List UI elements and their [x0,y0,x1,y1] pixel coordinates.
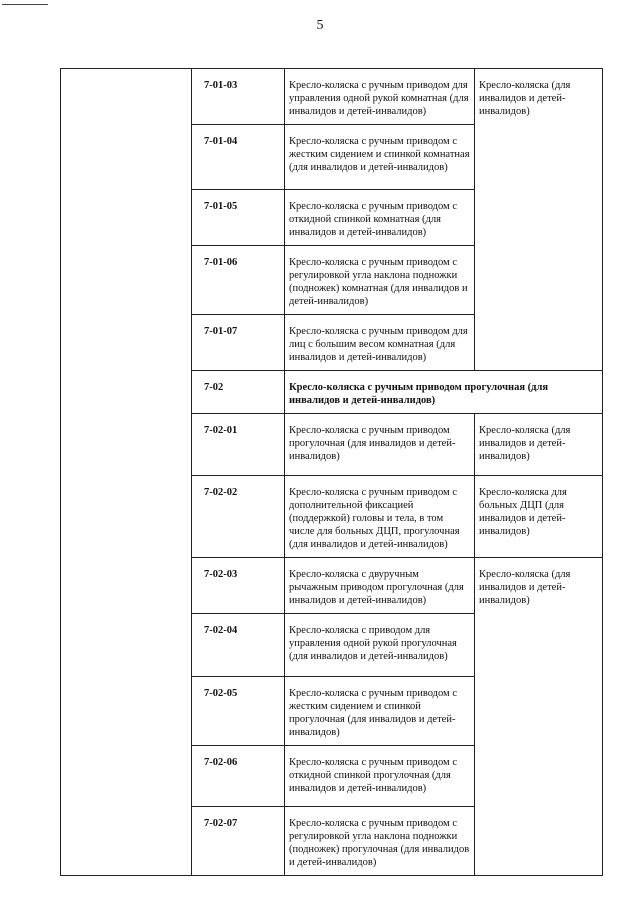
row-name: Кресло-коляска с ручным приводом прогулочная (для инвалидов и детей-инвалидов) [285,414,475,476]
row-name: Кресло-коляска с ручным приводом с жестким сидением и спинкой прогулочная (для инвалидов и детей-инвалидов) [285,677,475,746]
row-name: Кресло-коляска с ручным приводом с регулировкой угла наклона подножки (подножек) комнатная (для инвалидов и детей-инвалидов) [285,246,475,315]
table-row [61,69,603,125]
blank-column-cell [61,69,192,876]
row-category: Кресло-коляска (для инвалидов и детей-инвалидов) [475,414,603,476]
row-code: 7-01-07 [192,315,285,371]
row-code: 7-01-04 [192,125,285,190]
row-name: Кресло-коляска с ручным приводом прогулочная (для инвалидов и детей-инвалидов) [285,371,603,414]
row-code: 7-02 [192,371,285,414]
row-code: 7-02-06 [192,746,285,807]
row-code: 7-02-02 [192,476,285,558]
corner-mark [2,4,48,5]
row-name: Кресло-коляска с ручным приводом для лиц с большим весом комнатная (для инвалидов и детей-инвалидов) [285,315,475,371]
row-name: Кресло-коляска с ручным приводом с регулировкой угла наклона подножки (подножек) прогулочная (для инвалидов и детей-инвалидов) [285,807,475,876]
row-category: Кресло-коляска (для инвалидов и детей-инвалидов) [475,558,603,876]
row-name: Кресло-коляска с ручным приводом с откидной спинкой прогулочная (для инвалидов и детей-инвалидов) [285,746,475,807]
row-code: 7-02-04 [192,614,285,677]
row-code: 7-01-06 [192,246,285,315]
row-code: 7-02-01 [192,414,285,476]
row-name: Кресло-коляска с ручным приводом с жестким сидением и спинкой комнатная (для инвалидов и детей-инвалидов) [285,125,475,190]
row-name: Кресло-коляска с двуручным рычажным приводом прогулочная (для инвалидов и детей-инвалидов) [285,558,475,614]
row-code: 7-01-03 [192,69,285,125]
row-name: Кресло-коляска с ручным приводом с откидной спинкой комнатная (для инвалидов и детей-инвалидов) [285,190,475,246]
row-name: Кресло-коляска с ручным приводом для управления одной рукой комнатная (для инвалидов и детей-инвалидов) [285,69,475,125]
row-code: 7-02-05 [192,677,285,746]
row-code: 7-02-07 [192,807,285,876]
row-category: Кресло-коляска (для инвалидов и детей-инвалидов) [475,69,603,371]
row-name: Кресло-коляска с приводом для управления одной рукой прогулочная (для инвалидов и детей-инвалидов) [285,614,475,677]
row-name: Кресло-коляска с ручным приводом с дополнительной фиксацией (поддержкой) головы и тела, в том числе для больных ДЦП, прогулочная (для инвалидов и детей-инвалидов) [285,476,475,558]
row-code: 7-01-05 [192,190,285,246]
classification-table [60,68,603,876]
page-number: 5 [316,18,324,33]
row-code: 7-02-03 [192,558,285,614]
row-category: Кресло-коляска для больных ДЦП (для инвалидов и детей-инвалидов) [475,476,603,558]
